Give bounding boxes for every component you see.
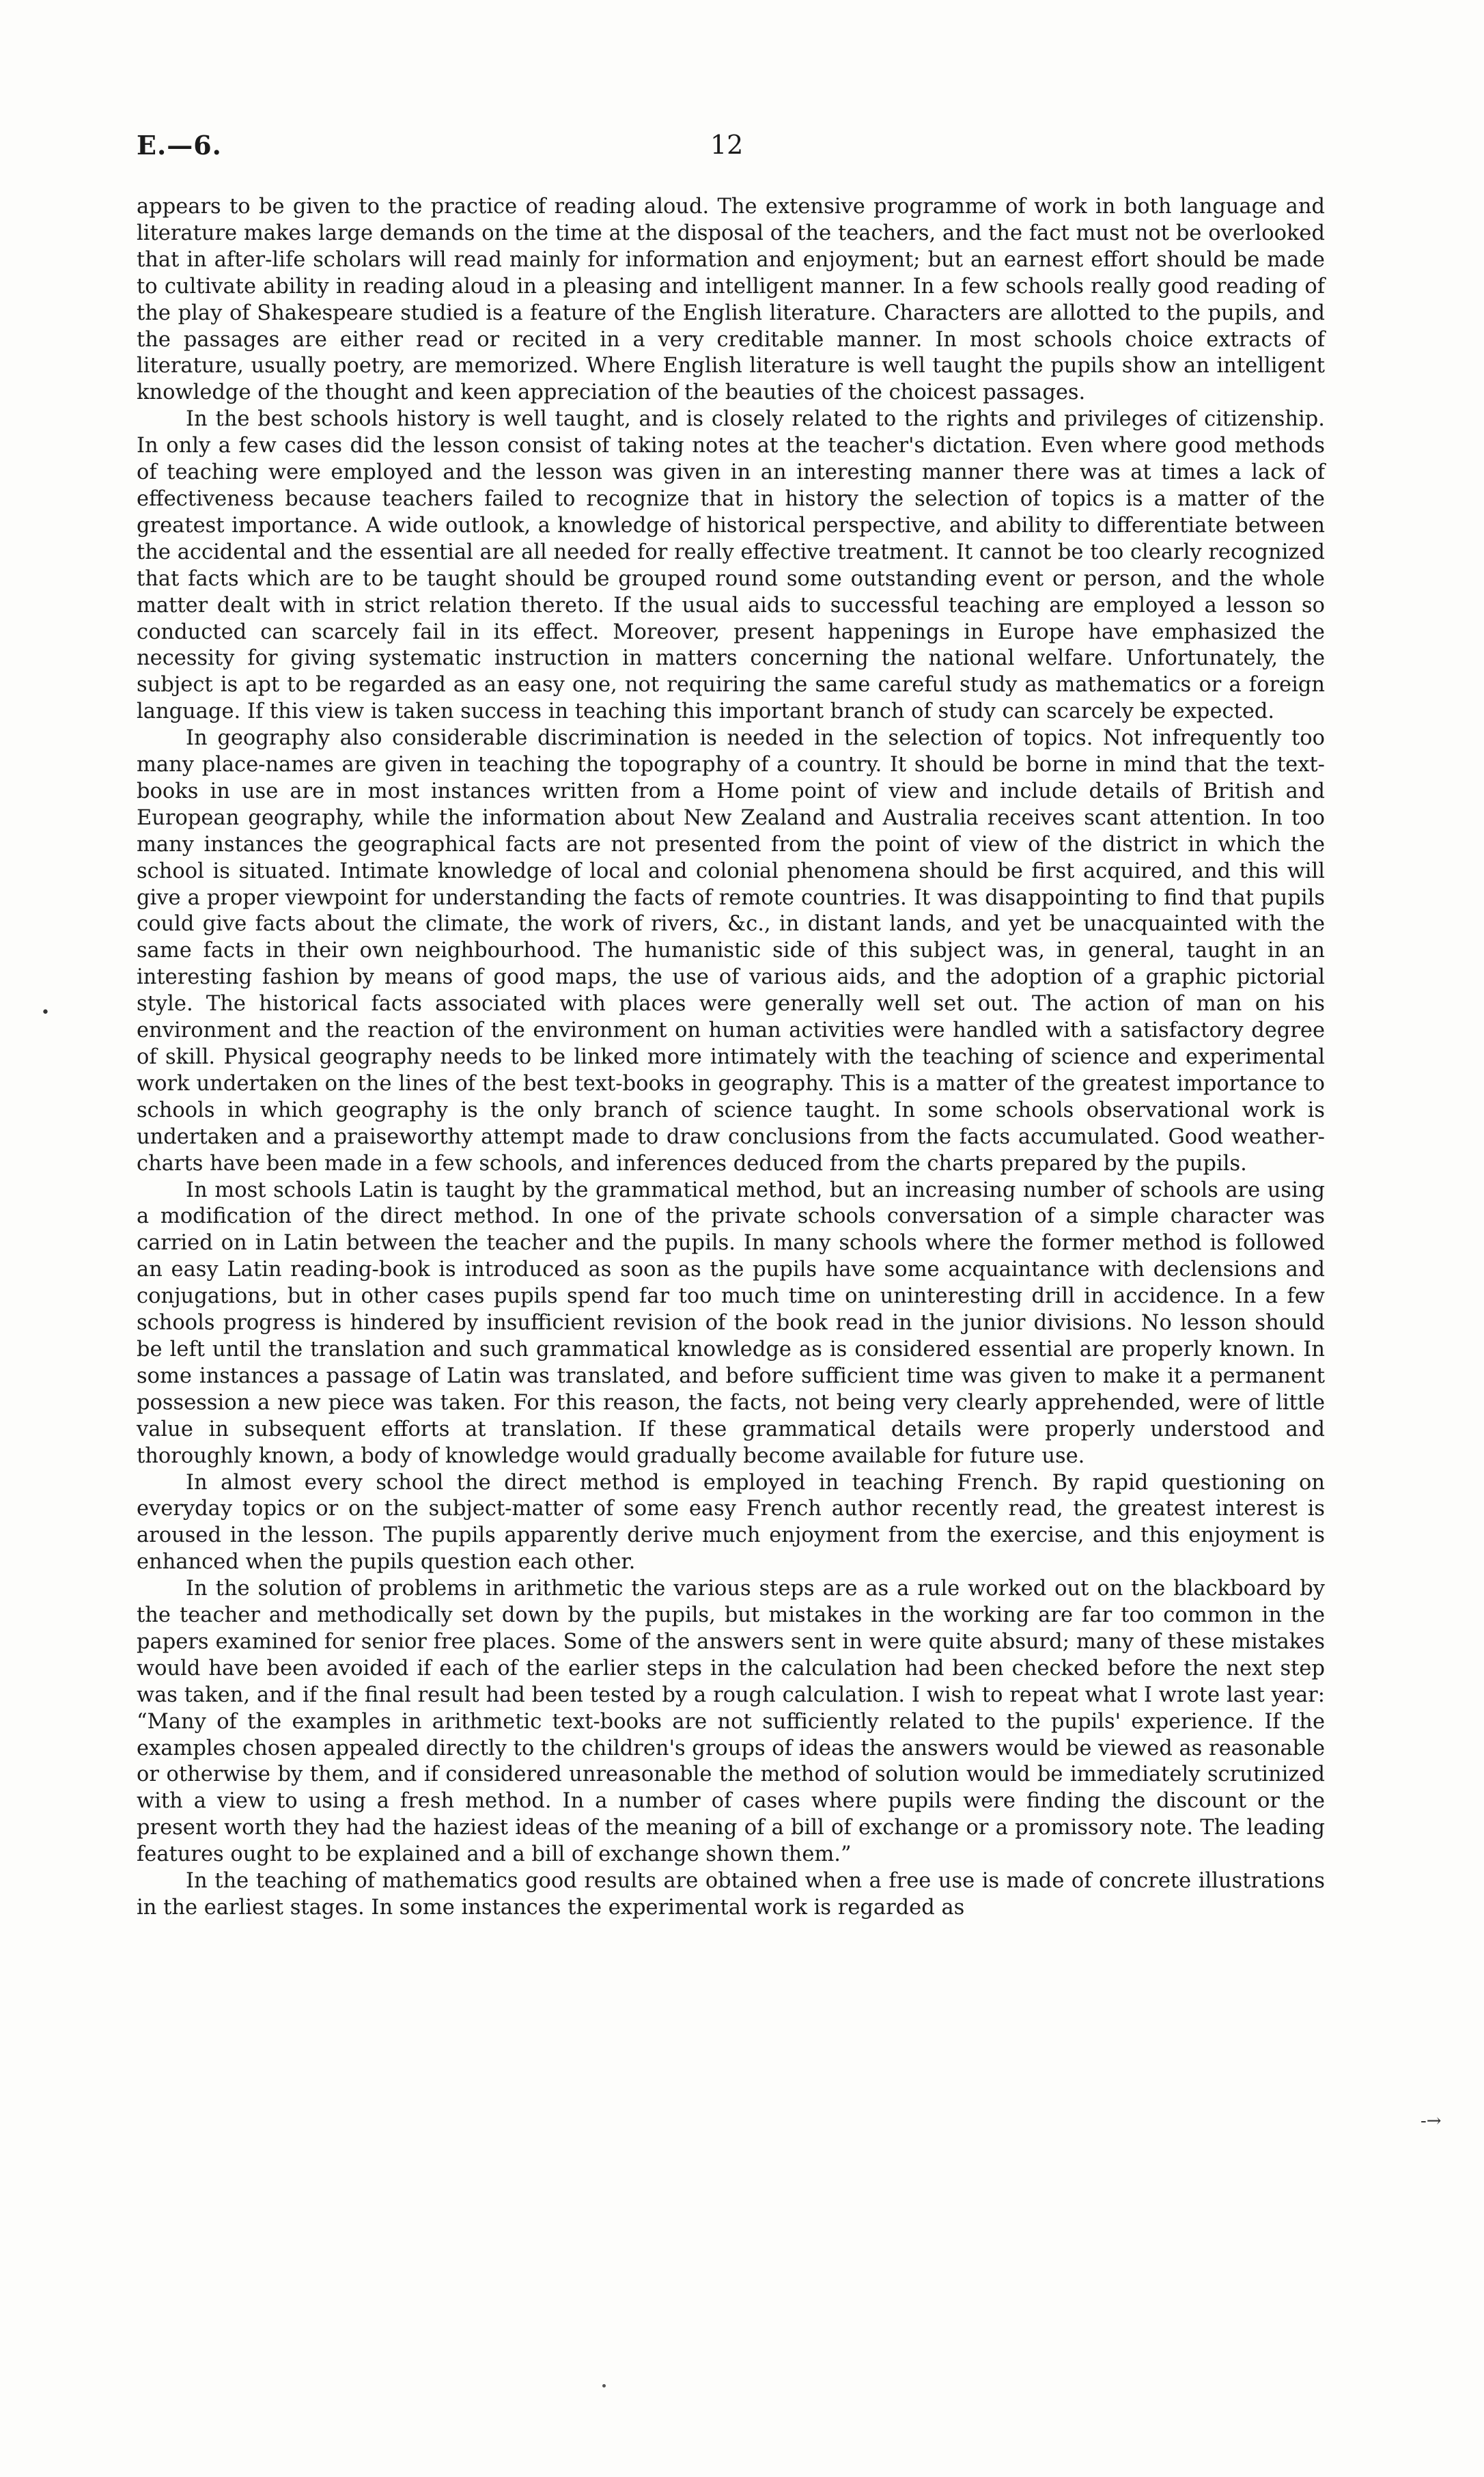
margin-dot-mark: • (41, 1004, 50, 1021)
page-number: 12 (710, 130, 744, 160)
margin-pen-mark: ‑→ (1420, 2111, 1442, 2131)
page-header (137, 130, 1325, 171)
paragraph-geography: In geography also considerable discrimination is needed in the selection of topics. Not infrequently too many place-names are given in teaching the topography of a country. It should be borne in mind that the text-books in use are in most instances written from a Home point of view and include details of British and European geography, while the information about New Zealand and Australia receives scant attention. In too many instances the geographical facts are not presented from the point of view of the district in which the school is situated. Intimate knowledge of local and colonial phenomena should be first acquired, and this will give a proper viewpoint for understanding the facts of remote countries. It was disappointing to find that pupils could give facts about the climate, the work of rivers, &c., in distant lands, and yet be unacquainted with the same facts in their own neighbourhood. The humanistic side of this subject was, in general, taught in an interesting fashion by means of good maps, the use of various aids, and the adoption of a graphic pictorial style. The historical facts associated with places were generally well set out. The action of man on his environment and the reaction of the environment on human activities were handled with a satisfactory degree of skill. Physical geography needs to be linked more intimately with the teaching of science and experimental work undertaken on the lines of the best text-books in geography. This is a matter of the greatest importance to schools in which geography is the only branch of science taught. In some schools observational work is undertaken and a praiseworthy attempt made to draw conclusions from the facts accumulated. Good weather-charts have been made in a few schools, and inferences deduced from the charts prepared by the pupils. (137, 726, 1325, 1176)
paragraph-history: In the best schools history is well taught, and is closely related to the rights and privileges of citizenship. In only a few cases did the lesson consist of taking notes at the teacher's dictation. Even where good methods of teaching were employed and the lesson was given in an interesting manner there was at times a lack of effectiveness because teachers failed to recognize that in history the selection of topics is a matter of the greatest importance. A wide outlook, a knowledge of historical perspective, and ability to differentiate between the accidental and the essential are all needed for really effective treatment. It cannot be too clearly recognized that facts which are to be taught should be grouped round some outstanding event or person, and the whole matter dealt with in strict relation thereto. If the usual aids to successful teaching are employed a lesson so conducted can scarcely fail in its effect. Moreover, present happenings in Europe have emphasized the necessity for giving systematic instruction in matters concerning the national welfare. Unfortunately, the subject is apt to be regarded as an easy one, not requiring the same careful study as mathematics or a foreign language. If this view is taken success in teaching this important branch of study can scarcely be expected. (137, 407, 1325, 724)
paragraph-arithmetic: In the solution of problems in arithmetic the various steps are as a rule worked out on the blackboard by the teacher and methodically set down by the pupils, but mistakes in the working are far too common in the papers examined for senior free places. Some of the answers sent in were quite absurd; many of these mistakes would have been avoided if each of the earlier steps in the calculation had been checked before the next step was taken, and if the final result had been tested by a rough calculation. I wish to repeat what I wrote last year: “Many of the examples in arithmetic text-books are not sufficiently related to the pupils' experience. If the examples chosen appealed directly to the children's groups of ideas the answers would be viewed as reasonable or otherwise by them, and if considered unreasonable the method of solution would be immediately scrutinized with a view to using a fresh method. In a number of cases where pupils were finding the discount or the present worth they had the haziest ideas of the meaning of a bill of exchange or a promissory note. The leading features ought to be explained and a bill of exchange shown them.” (137, 1577, 1325, 1867)
body-text (137, 194, 1325, 1922)
document-code: E.—6. (137, 130, 222, 161)
stray-ink-dot (602, 2384, 606, 2388)
paragraph-reading-continued: appears to be given to the practice of reading aloud. The extensive programme of work in both language and literature makes large demands on the time at the disposal of the teachers, and the fact must not be overlooked that in after-life scholars will read mainly for information and enjoyment; but an earnest effort should be made to cultivate ability in reading aloud in a pleasing and intelligent manner. In a few schools really good reading of the play of Shakespeare studied is a feature of the English literature. Characters are allotted to the pupils, and the passages are either read or recited in a very creditable manner. In most schools choice extracts of literature, usually poetry, are memorized. Where English literature is well taught the pupils show an intelligent knowledge of the thought and keen appreciation of the beauties of the choicest passages. (137, 195, 1325, 405)
paragraph-latin: In most schools Latin is taught by the grammatical method, but an increasing number of schools are using a modification of the direct method. In one of the private schools conversation of a simple character was carried on in Latin between the teacher and the pupils. In many schools where the former method is followed an easy Latin reading-book is introduced as soon as the pupils have some acquaintance with declensions and conjugations, but in other cases pupils spend far too much time on uninteresting drill in accidence. In a few schools progress is hindered by insufficient revision of the book read in the junior divisions. No lesson should be left until the translation and such grammatical knowledge as is considered essential are properly known. In some instances a passage of Latin was translated, and before sufficient time was given to make it a permanent possession a new piece was taken. For this reason, the facts, not being very clearly apprehended, were of little value in subsequent efforts at translation. If these grammatical details were properly understood and thoroughly known, a body of knowledge would gradually become available for future use. (137, 1178, 1325, 1468)
paragraph-french: In almost every school the direct method is employed in teaching French. By rapid questioning on everyday topics or on the subject-matter of some easy French author recently read, the greatest interest is aroused in the lesson. The pupils apparently derive much enjoyment from the exercise, and this enjoyment is enhanced when the pupils question each other. (137, 1470, 1325, 1575)
paragraph-mathematics: In the teaching of mathematics good results are obtained when a free use is made of concrete illustrations in the earliest stages. In some instances the experimental work is regarded as (137, 1869, 1325, 1920)
